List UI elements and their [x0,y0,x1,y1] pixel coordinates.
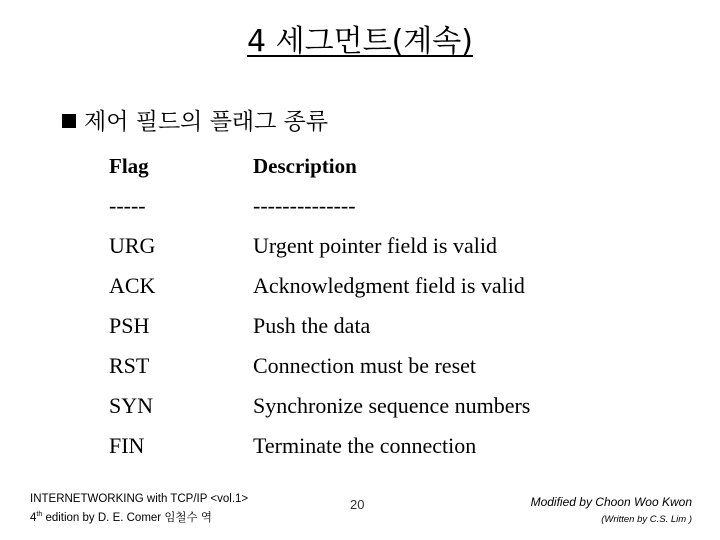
flag-cell: URG [109,233,156,258]
description-cell: Acknowledgment field is valid [253,273,525,298]
slide-title-text: 4 세그먼트(계속) [247,24,473,59]
description-cell: Terminate the connection [253,433,477,458]
separator-flag: ----- [109,193,146,218]
square-bullet-icon [62,114,76,128]
description-cell: Connection must be reset [253,353,477,378]
slide-title [0,22,720,62]
page-number: 20 [350,497,365,512]
flag-cell: ACK [109,273,156,298]
flag-cell: RST [109,353,150,378]
description-cell: Push the data [253,313,371,338]
flag-table [109,146,530,466]
header-description: Description [253,153,357,178]
flag-cell: FIN [109,433,145,458]
footer-edition-number: 4 [30,511,37,524]
footer-book-title: INTERNETWORKING with TCP/IP <vol.1> [30,493,249,505]
table-row [109,426,530,466]
table-row [109,266,530,306]
footer-book-credit [30,492,248,526]
section-heading [62,107,328,137]
table-row [109,386,530,426]
footer-edition-text: edition by D. E. Comer 임철수 역 [42,511,212,524]
table-separator-row [109,186,530,226]
description-cell: Synchronize sequence numbers [253,393,531,418]
description-cell: Urgent pointer field is valid [253,233,497,258]
separator-description: -------------- [253,193,356,218]
table-row [109,346,530,386]
table-row [109,226,530,266]
section-heading-text: 제어 필드의 플래그 종류 [84,109,329,135]
table-header-row [109,146,530,186]
footer-written-by: (Written by C.S. Lim ) [601,514,692,525]
flag-cell: PSH [109,313,150,338]
table-row [109,306,530,346]
footer-modification-credit [531,494,692,528]
footer-modified-by: Modified by Choon Woo Kwon [530,495,692,509]
footer-edition [30,507,248,526]
footer-edition-suffix: th [36,511,43,518]
header-flag: Flag [109,153,149,178]
flag-cell: SYN [109,393,154,418]
